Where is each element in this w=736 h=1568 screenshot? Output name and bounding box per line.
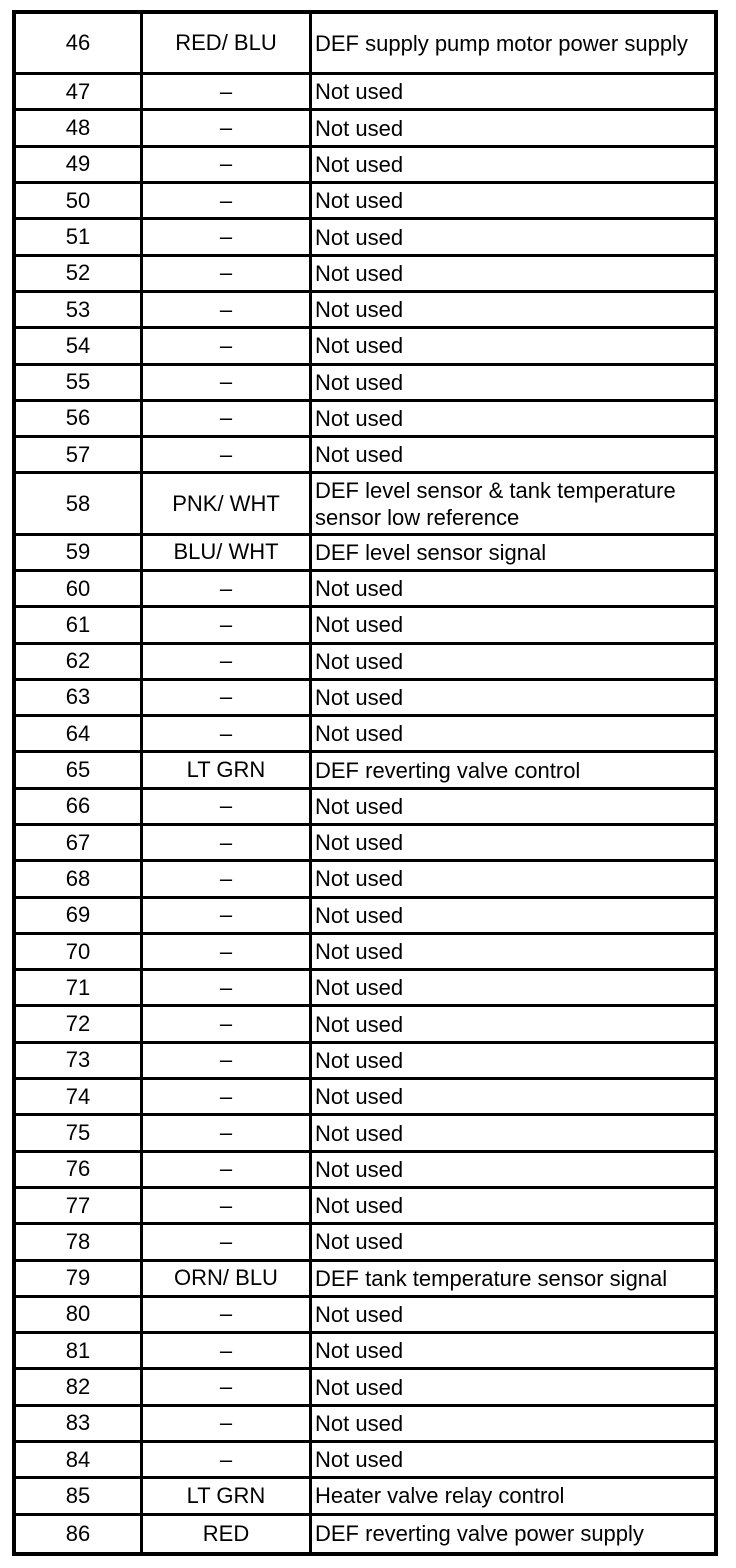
wire-color-cell: – [143, 75, 312, 111]
description-cell: Not used [312, 681, 714, 717]
description-cell: Not used [312, 220, 714, 256]
description-cell: DEF supply pump motor power supply [312, 14, 714, 75]
table-row [16, 329, 714, 365]
wire-color-cell: BLU/ WHT [143, 536, 312, 572]
wire-color-cell: – [143, 826, 312, 862]
wire-color-cell: – [143, 935, 312, 971]
table-row [16, 14, 714, 75]
description-cell: Not used [312, 862, 714, 898]
table-row [16, 257, 714, 293]
wire-color-cell: – [143, 1044, 312, 1080]
table-row [16, 1080, 714, 1116]
table-row [16, 753, 714, 789]
table-row [16, 1298, 714, 1334]
table-row [16, 1370, 714, 1406]
description-cell: Not used [312, 293, 714, 329]
wire-color-cell: – [143, 220, 312, 256]
description-cell: Not used [312, 148, 714, 184]
wire-color-cell: – [143, 1407, 312, 1443]
table-row [16, 826, 714, 862]
description-cell: Not used [312, 402, 714, 438]
pin-number-cell: 81 [16, 1334, 143, 1370]
table-row [16, 184, 714, 220]
wire-color-cell: – [143, 1370, 312, 1406]
description-cell: Not used [312, 935, 714, 971]
pin-number-cell: 46 [16, 14, 143, 75]
pin-number-cell: 86 [16, 1516, 143, 1552]
table-row [16, 75, 714, 111]
wire-color-cell: – [143, 148, 312, 184]
pin-number-cell: 76 [16, 1153, 143, 1189]
pin-number-cell: 54 [16, 329, 143, 365]
description-cell: Not used [312, 572, 714, 608]
wire-color-cell: – [143, 971, 312, 1007]
pin-number-cell: 61 [16, 608, 143, 644]
description-cell: Not used [312, 899, 714, 935]
description-cell: Not used [312, 1080, 714, 1116]
pin-number-cell: 82 [16, 1370, 143, 1406]
table-row [16, 1153, 714, 1189]
table-row [16, 293, 714, 329]
table-row [16, 111, 714, 147]
table-row [16, 1516, 714, 1552]
description-cell: Not used [312, 971, 714, 1007]
description-cell: Not used [312, 184, 714, 220]
description-cell: Not used [312, 645, 714, 681]
description-cell: Not used [312, 366, 714, 402]
description-cell: DEF reverting valve power supply [315, 1521, 644, 1547]
table-row [16, 1116, 714, 1152]
wire-color-cell: – [143, 329, 312, 365]
wire-color-cell: RED [143, 1516, 312, 1552]
table-row [16, 402, 714, 438]
table-row [16, 1407, 714, 1443]
description-cell: Not used [312, 1116, 714, 1152]
pin-number-cell: 55 [16, 366, 143, 402]
description-cell: Not used [312, 438, 714, 474]
wire-color-cell: – [143, 1007, 312, 1043]
wire-color-cell: – [143, 790, 312, 826]
description-cell: Not used [312, 1407, 714, 1443]
table-row [16, 1007, 714, 1043]
pinout-table-body [16, 14, 714, 1552]
pin-number-cell: 65 [16, 753, 143, 789]
wire-color-cell: – [143, 111, 312, 147]
table-row [16, 1044, 714, 1080]
pin-number-cell: 78 [16, 1225, 143, 1261]
table-row [16, 899, 714, 935]
description-cell: Not used [312, 1044, 714, 1080]
pin-number-cell: 57 [16, 438, 143, 474]
pin-number-cell: 69 [16, 899, 143, 935]
wire-color-cell: – [143, 1298, 312, 1334]
table-row [16, 438, 714, 474]
pin-number-cell: 49 [16, 148, 143, 184]
wire-color-cell: – [143, 608, 312, 644]
pin-number-cell: 51 [16, 220, 143, 256]
wire-color-cell: – [143, 184, 312, 220]
description-cell: Not used [312, 608, 714, 644]
table-row [16, 1443, 714, 1479]
pin-number-cell: 52 [16, 257, 143, 293]
description-cell: Not used [312, 1225, 714, 1261]
pin-number-cell: 48 [16, 111, 143, 147]
pin-number-cell: 79 [16, 1262, 143, 1298]
wire-color-cell: – [143, 572, 312, 608]
description-cell: Heater valve relay control [312, 1479, 714, 1515]
table-row [16, 608, 714, 644]
wire-color-cell: – [143, 1116, 312, 1152]
pin-number-cell: 71 [16, 971, 143, 1007]
wire-color-cell: – [143, 645, 312, 681]
description-cell: Not used [312, 1370, 714, 1406]
table-row [16, 681, 714, 717]
pin-number-cell: 80 [16, 1298, 143, 1334]
description-cell: Not used [312, 75, 714, 111]
wire-color-cell: – [143, 862, 312, 898]
table-row [16, 862, 714, 898]
wire-color-cell: – [143, 1225, 312, 1261]
table-row [16, 572, 714, 608]
description-cell: DEF tank temperature sensor signal [312, 1262, 714, 1298]
table-row [16, 935, 714, 971]
table-row [16, 474, 714, 535]
wire-color-cell: LT GRN [143, 753, 312, 789]
pin-number-cell: 59 [16, 536, 143, 572]
pin-number-cell: 74 [16, 1080, 143, 1116]
description-cell: Not used [312, 1334, 714, 1370]
table-row [16, 148, 714, 184]
pin-number-cell: 67 [16, 826, 143, 862]
wire-color-cell: – [143, 257, 312, 293]
pin-number-cell: 60 [16, 572, 143, 608]
table-row [16, 536, 714, 572]
wire-color-cell: – [143, 1189, 312, 1225]
table-row [16, 790, 714, 826]
description-cell: Not used [312, 329, 714, 365]
description-cell: Not used [312, 111, 714, 147]
pin-number-cell: 47 [16, 75, 143, 111]
wire-color-cell: – [143, 402, 312, 438]
wire-color-cell: – [143, 1080, 312, 1116]
description-cell: Not used [312, 1153, 714, 1189]
table-row [16, 220, 714, 256]
pin-number-cell: 56 [16, 402, 143, 438]
table-row [16, 1225, 714, 1261]
wire-color-cell: PNK/ WHT [143, 474, 312, 535]
wire-color-cell: RED/ BLU [143, 14, 312, 75]
pin-number-cell: 84 [16, 1443, 143, 1479]
table-row [16, 645, 714, 681]
pin-number-cell: 63 [16, 681, 143, 717]
table-row [16, 1262, 714, 1298]
pin-number-cell: 66 [16, 790, 143, 826]
wire-color-cell: – [143, 438, 312, 474]
wire-color-cell: – [143, 681, 312, 717]
wire-color-cell: ORN/ BLU [143, 1262, 312, 1298]
description-cell: DEF level sensor & tank temperature sensor low reference [312, 474, 714, 535]
pin-number-cell: 62 [16, 645, 143, 681]
pin-number-cell: 68 [16, 862, 143, 898]
table-row [16, 717, 714, 753]
wire-color-cell: – [143, 366, 312, 402]
description-cell: Not used [312, 790, 714, 826]
wire-color-cell: – [143, 293, 312, 329]
pin-number-cell: 72 [16, 1007, 143, 1043]
table-row [16, 366, 714, 402]
connector-pinout-table [12, 10, 718, 1556]
description-cell: Not used [312, 1189, 714, 1225]
pin-number-cell: 73 [16, 1044, 143, 1080]
wire-color-cell: LT GRN [143, 1479, 312, 1515]
wire-color-cell: – [143, 1443, 312, 1479]
pin-number-cell: 70 [16, 935, 143, 971]
table-row [16, 1334, 714, 1370]
pin-number-cell: 83 [16, 1407, 143, 1443]
description-cell: DEF reverting valve control [312, 753, 714, 789]
wire-color-cell: – [143, 717, 312, 753]
description-cell: Not used [312, 1298, 714, 1334]
pin-number-cell: 50 [16, 184, 143, 220]
wire-color-cell: – [143, 1334, 312, 1370]
table-row [16, 971, 714, 1007]
pin-number-cell: 53 [16, 293, 143, 329]
description-cell: Not used [312, 1443, 714, 1479]
pin-number-cell: 77 [16, 1189, 143, 1225]
pin-number-cell: 85 [16, 1479, 143, 1515]
description-cell: Not used [312, 257, 714, 293]
description-cell: Not used [312, 826, 714, 862]
description-cell: DEF level sensor signal [312, 536, 714, 572]
table-row [16, 1479, 714, 1515]
table-row [16, 1189, 714, 1225]
wire-color-cell: – [143, 1153, 312, 1189]
pin-number-cell: 58 [16, 474, 143, 535]
pin-number-cell: 64 [16, 717, 143, 753]
description-cell: Not used [312, 1007, 714, 1043]
description-cell: Not used [312, 717, 714, 753]
wire-color-cell: – [143, 899, 312, 935]
pin-number-cell: 75 [16, 1116, 143, 1152]
